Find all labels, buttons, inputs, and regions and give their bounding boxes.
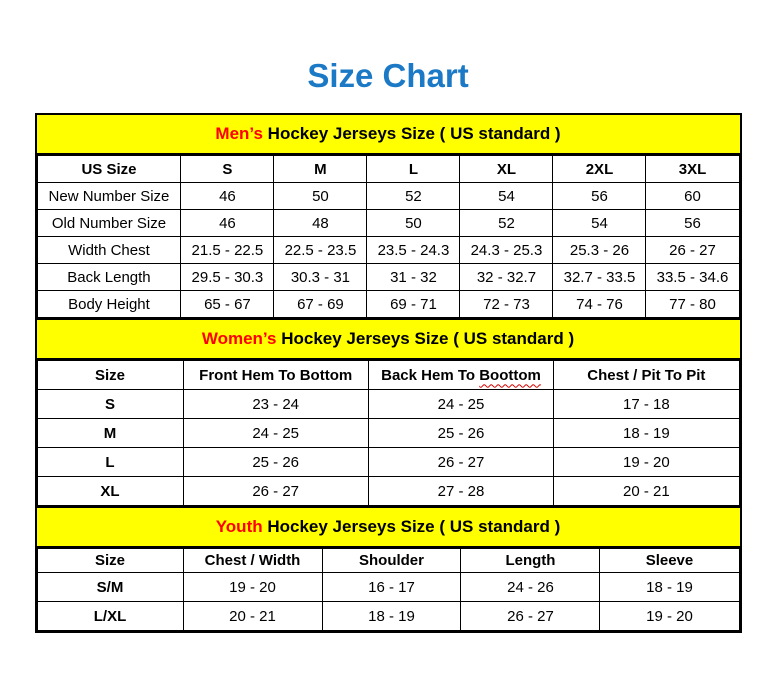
misspelled-word: Boottom xyxy=(479,366,541,384)
size-cell: 48 xyxy=(274,210,367,237)
size-cell: 20 - 21 xyxy=(554,477,739,506)
table-header-row xyxy=(37,361,739,390)
column-header: US Size xyxy=(37,156,181,183)
size-cell: 26 - 27 xyxy=(461,602,600,631)
mens-section-header xyxy=(37,115,740,155)
column-header: 3XL xyxy=(646,156,739,183)
size-cell: 19 - 20 xyxy=(183,573,322,602)
size-cell: 23.5 - 24.3 xyxy=(367,237,460,264)
table-row xyxy=(37,237,739,264)
size-cell: 18 - 19 xyxy=(322,602,461,631)
size-cell: 24 - 25 xyxy=(368,390,553,419)
row-label: New Number Size xyxy=(37,183,181,210)
youth-heading-accent: Youth xyxy=(215,517,263,536)
section-mens xyxy=(37,115,740,318)
size-cell: 25 - 26 xyxy=(368,419,553,448)
womens-section-header xyxy=(37,318,740,360)
column-header: Length xyxy=(461,549,600,573)
row-label: XL xyxy=(37,477,183,506)
size-cell: 77 - 80 xyxy=(646,291,739,318)
youth-section-header xyxy=(37,506,740,548)
column-header: Shoulder xyxy=(322,549,461,573)
youth-size-table xyxy=(37,548,740,631)
size-cell: 23 - 24 xyxy=(183,390,368,419)
table-row xyxy=(37,210,739,237)
size-cell: 52 xyxy=(367,183,460,210)
size-cell: 19 - 20 xyxy=(554,448,739,477)
size-cell: 21.5 - 22.5 xyxy=(181,237,274,264)
size-chart xyxy=(35,113,742,633)
size-cell: 74 - 76 xyxy=(553,291,646,318)
column-header: M xyxy=(274,156,367,183)
column-header xyxy=(368,361,553,390)
size-cell: 22.5 - 23.5 xyxy=(274,237,367,264)
size-cell: 50 xyxy=(367,210,460,237)
womens-heading-accent: Women’s xyxy=(201,329,277,348)
row-label: Body Height xyxy=(37,291,181,318)
section-womens xyxy=(37,318,740,506)
row-label: S/M xyxy=(37,573,183,602)
size-cell: 27 - 28 xyxy=(368,477,553,506)
size-cell: 31 - 32 xyxy=(367,264,460,291)
row-label: S xyxy=(37,390,183,419)
size-cell: 65 - 67 xyxy=(181,291,274,318)
row-label: Old Number Size xyxy=(37,210,181,237)
column-header-text: Back Hem To xyxy=(381,366,480,384)
mens-size-table xyxy=(37,155,740,318)
size-cell: 72 - 73 xyxy=(460,291,553,318)
table-header-row xyxy=(37,549,739,573)
size-cell: 16 - 17 xyxy=(322,573,461,602)
row-label: L xyxy=(37,448,183,477)
row-label: M xyxy=(37,419,183,448)
column-header: Chest / Width xyxy=(183,549,322,573)
size-cell: 54 xyxy=(553,210,646,237)
size-cell: 24.3 - 25.3 xyxy=(460,237,553,264)
size-cell: 54 xyxy=(460,183,553,210)
size-cell: 30.3 - 31 xyxy=(274,264,367,291)
column-header: Front Hem To Bottom xyxy=(183,361,368,390)
womens-heading-rest: Hockey Jerseys Size ( US standard ) xyxy=(276,329,575,348)
youth-heading-rest: Hockey Jerseys Size ( US standard ) xyxy=(262,517,561,536)
size-cell: 18 - 19 xyxy=(554,419,739,448)
column-header: Chest / Pit To Pit xyxy=(554,361,739,390)
size-cell: 46 xyxy=(181,210,274,237)
table-row xyxy=(37,602,739,631)
size-cell: 25.3 - 26 xyxy=(553,237,646,264)
section-youth xyxy=(37,506,740,631)
column-header: Sleeve xyxy=(600,549,739,573)
size-cell: 24 - 26 xyxy=(461,573,600,602)
size-cell: 69 - 71 xyxy=(367,291,460,318)
size-cell: 26 - 27 xyxy=(646,237,739,264)
row-label: Width Chest xyxy=(37,237,181,264)
size-cell: 24 - 25 xyxy=(183,419,368,448)
table-header-row xyxy=(37,156,739,183)
size-cell: 33.5 - 34.6 xyxy=(646,264,739,291)
size-cell: 32.7 - 33.5 xyxy=(553,264,646,291)
size-cell: 29.5 - 30.3 xyxy=(181,264,274,291)
table-row xyxy=(37,448,739,477)
column-header: S xyxy=(181,156,274,183)
column-header: XL xyxy=(460,156,553,183)
mens-heading-rest: Hockey Jerseys Size ( US standard ) xyxy=(262,124,561,143)
mens-heading-accent: Men’s xyxy=(215,124,263,143)
table-row xyxy=(37,291,739,318)
page-title: Size Chart xyxy=(307,57,469,94)
table-row xyxy=(37,264,739,291)
size-cell: 46 xyxy=(181,183,274,210)
size-cell: 60 xyxy=(646,183,739,210)
column-header: Size xyxy=(37,361,183,390)
size-cell: 52 xyxy=(460,210,553,237)
size-cell: 56 xyxy=(553,183,646,210)
table-row xyxy=(37,573,739,602)
size-cell: 18 - 19 xyxy=(600,573,739,602)
table-row xyxy=(37,390,739,419)
womens-size-table xyxy=(37,360,740,506)
column-header: L xyxy=(367,156,460,183)
size-cell: 26 - 27 xyxy=(183,477,368,506)
size-cell: 25 - 26 xyxy=(183,448,368,477)
table-row xyxy=(37,419,739,448)
size-cell: 20 - 21 xyxy=(183,602,322,631)
column-header: Size xyxy=(37,549,183,573)
size-cell: 32 - 32.7 xyxy=(460,264,553,291)
table-row xyxy=(37,477,739,506)
row-label: L/XL xyxy=(37,602,183,631)
size-cell: 26 - 27 xyxy=(368,448,553,477)
size-cell: 19 - 20 xyxy=(600,602,739,631)
size-cell: 17 - 18 xyxy=(554,390,739,419)
row-label: Back Length xyxy=(37,264,181,291)
size-cell: 67 - 69 xyxy=(274,291,367,318)
size-cell: 50 xyxy=(274,183,367,210)
column-header: 2XL xyxy=(553,156,646,183)
size-cell: 56 xyxy=(646,210,739,237)
table-row xyxy=(37,183,739,210)
